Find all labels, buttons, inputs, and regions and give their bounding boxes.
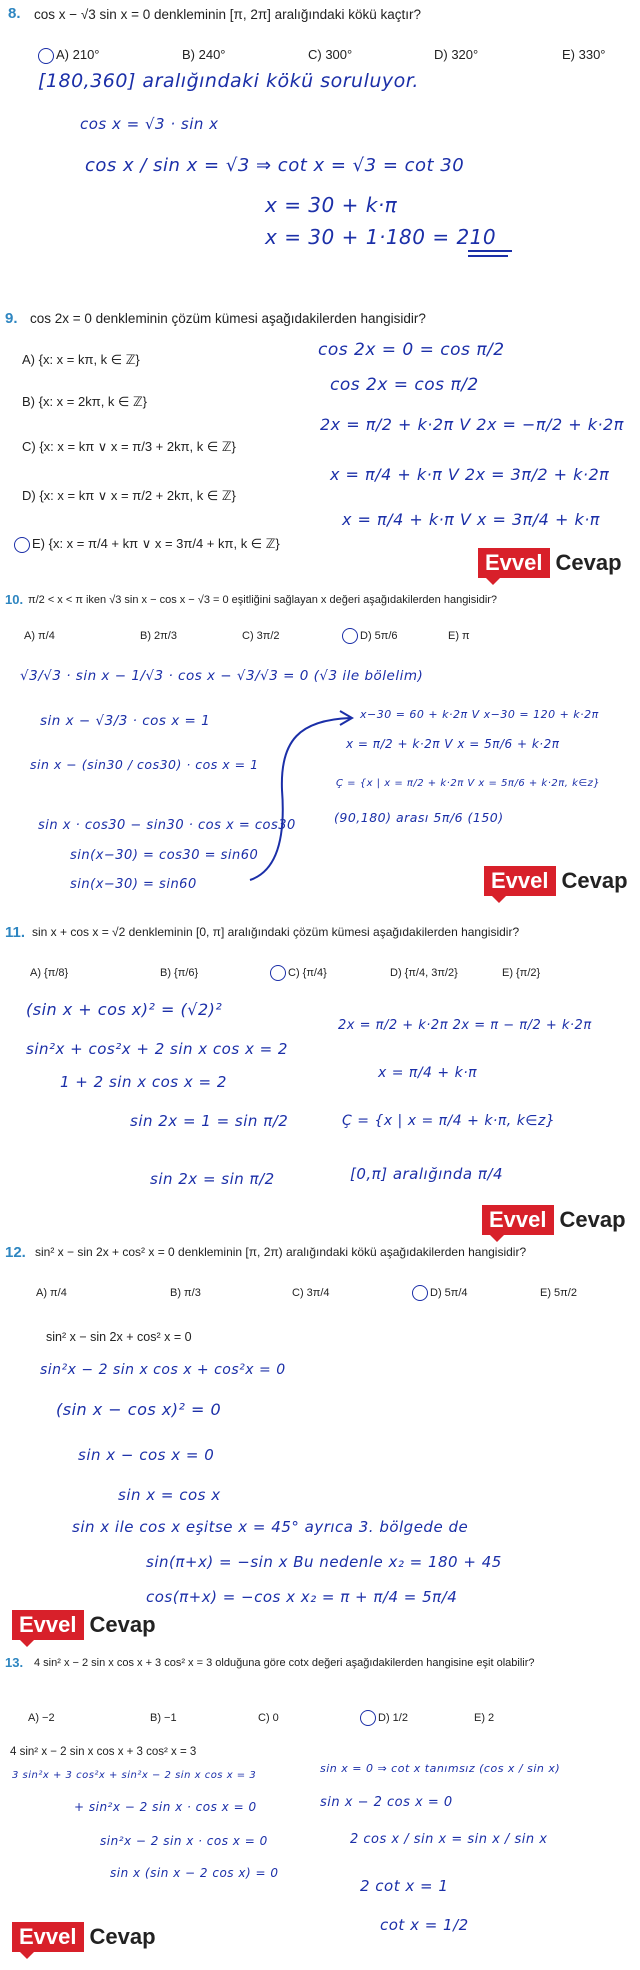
q12-question: sin² x − sin 2x + cos² x = 0 denkleminin [π, 2π) aralığındaki kökü aşağıdakilerden hangisidir? bbox=[35, 1245, 527, 1259]
q8-option-b[interactable]: B) 240° bbox=[182, 47, 226, 62]
q9-question: cos 2x = 0 denkleminin çözüm kümesi aşağıdakilerden hangisidir? bbox=[30, 311, 426, 326]
answer-circle-icon bbox=[38, 48, 54, 64]
q12-hw-line-3: sin x − cos x = 0 bbox=[78, 1446, 215, 1464]
q10-hw-line-7: x−30 = 60 + k·2π V x−30 = 120 + k·2π bbox=[360, 708, 599, 721]
q9-option-a[interactable]: A) {x: x = kπ, k ∈ ℤ} bbox=[22, 352, 140, 367]
q9-hw-line-5: x = π/4 + k·π V x = 3π/4 + k·π bbox=[342, 510, 600, 529]
q11-hw-line-7: x = π/4 + k·π bbox=[378, 1065, 478, 1081]
q8-option-d[interactable]: D) 320° bbox=[434, 47, 479, 62]
q12-option-a[interactable]: A) π/4 bbox=[36, 1287, 67, 1299]
answer-circle-icon bbox=[342, 628, 358, 644]
q9-option-d[interactable]: D) {x: x = kπ ∨ x = π/2 + 2kπ, k ∈ ℤ} bbox=[22, 488, 236, 503]
q10-option-c[interactable]: C) 3π/2 bbox=[242, 630, 280, 642]
evvel-cevap-logo: Evvel Cevap bbox=[12, 1922, 156, 1952]
q8-question: cos x − √3 sin x = 0 denkleminin [π, 2π] aralığındaki kökü kaçtır? bbox=[34, 7, 421, 22]
q11-question: sin x + cos x = √2 denkleminin [0, π] aralığındaki çözüm kümesi aşağıdakilerden hangisidir? bbox=[32, 925, 520, 939]
q13-hw-line-7: 2 cos x / sin x = sin x / sin x bbox=[350, 1832, 548, 1847]
evvel-cevap-logo: Evvel Cevap bbox=[12, 1610, 156, 1640]
q12-option-d[interactable]: D) 5π/4 bbox=[412, 1285, 468, 1301]
q9-option-e[interactable]: E) {x: x = π/4 + kπ ∨ x = 3π/4 + kπ, k ∈ ℤ} bbox=[14, 536, 280, 553]
q8-option-a[interactable]: A) 210° bbox=[38, 47, 100, 64]
q9-hw-line-2: cos 2x = cos π/2 bbox=[330, 375, 479, 395]
answer-circle-icon bbox=[360, 1710, 376, 1726]
q12-option-c[interactable]: C) 3π/4 bbox=[292, 1287, 330, 1299]
q10-option-a[interactable]: A) π/4 bbox=[24, 630, 55, 642]
q8-hw-line-4: x = 30 + k·π bbox=[265, 193, 398, 217]
q11-hw-line-5: sin 2x = sin π/2 bbox=[150, 1170, 275, 1188]
q10-option-e[interactable]: E) π bbox=[448, 630, 470, 642]
q12-option-b[interactable]: B) π/3 bbox=[170, 1287, 201, 1299]
q13-hw-line-9: cot x = 1/2 bbox=[380, 1916, 469, 1934]
q11-hw-line-8: Ç = {x | x = π/4 + k·π, k∈z} bbox=[342, 1113, 556, 1129]
q9-number: 9. bbox=[5, 310, 18, 327]
q11-option-e[interactable]: E) {π/2} bbox=[502, 967, 541, 979]
q13-hw-line-2: + sin²x − 2 sin x · cos x = 0 bbox=[74, 1800, 257, 1814]
q13-hw-line-6: sin x − 2 cos x = 0 bbox=[320, 1795, 453, 1810]
q8-option-c[interactable]: C) 300° bbox=[308, 47, 353, 62]
q10-hw-line-6: sin(x−30) = sin60 bbox=[70, 877, 197, 892]
q13-option-c[interactable]: C) 0 bbox=[258, 1712, 279, 1724]
q12-given-equation: sin² x − sin 2x + cos² x = 0 bbox=[46, 1330, 192, 1344]
evvel-cevap-logo: Evvel Cevap bbox=[478, 548, 622, 578]
q8-answer-underline bbox=[468, 250, 512, 252]
q11-option-b[interactable]: B) {π/6} bbox=[160, 967, 199, 979]
q11-hw-line-2: sin²x + cos²x + 2 sin x cos x = 2 bbox=[26, 1040, 288, 1058]
q11-hw-line-3: 1 + 2 sin x cos x = 2 bbox=[60, 1073, 227, 1091]
q11-option-a[interactable]: A) {π/8} bbox=[30, 967, 69, 979]
q9-option-c[interactable]: C) {x: x = kπ ∨ x = π/3 + 2kπ, k ∈ ℤ} bbox=[22, 439, 236, 454]
q12-hw-line-2: (sin x − cos x)² = 0 bbox=[56, 1400, 222, 1419]
q8-option-e[interactable]: E) 330° bbox=[562, 47, 606, 62]
evvel-cevap-logo: Evvel Cevap bbox=[482, 1205, 626, 1235]
q10-arrow-icon bbox=[240, 700, 370, 890]
q13-question: 4 sin² x − 2 sin x cos x + 3 cos² x = 3 olduğuna göre cotx değeri aşağıdakilerden hangisine eşit olabilir? bbox=[34, 1657, 535, 1669]
q13-hw-line-5: sin x = 0 ⇒ cot x tanımsız (cos x / sin x) bbox=[320, 1762, 561, 1775]
q9-option-b[interactable]: B) {x: x = 2kπ, k ∈ ℤ} bbox=[22, 394, 147, 409]
q8-hw-line-3: cos x / sin x = √3 ⇒ cot x = √3 = cot 30 bbox=[85, 155, 465, 176]
q9-hw-line-4: x = π/4 + k·π V 2x = 3π/2 + k·2π bbox=[330, 465, 610, 484]
q10-hw-line-3: sin x − (sin30 / cos30) · cos x = 1 bbox=[30, 757, 259, 772]
q10-hw-line-9: Ç = {x | x = π/2 + k·2π V x = 5π/6 + k·2π, k∈z} bbox=[336, 778, 601, 789]
q8-hw-line-5: x = 30 + 1·180 = 210 bbox=[265, 225, 497, 249]
q13-given-equation: 4 sin² x − 2 sin x cos x + 3 cos² x = 3 bbox=[10, 1746, 197, 1758]
q12-hw-line-1: sin²x − 2 sin x cos x + cos²x = 0 bbox=[40, 1362, 286, 1378]
q10-option-b[interactable]: B) 2π/3 bbox=[140, 630, 177, 642]
q9-hw-line-3: 2x = π/2 + k·2π V 2x = −π/2 + k·2π bbox=[320, 415, 624, 434]
q13-hw-line-1: 3 sin²x + 3 cos²x + sin²x − 2 sin x cos x = 3 bbox=[12, 1770, 257, 1781]
q10-number: 10. bbox=[5, 592, 24, 607]
q8-hw-line-1: [180,360] aralığındaki kökü soruluyor. bbox=[38, 70, 419, 92]
q11-hw-line-9: [0,π] aralığında π/4 bbox=[350, 1165, 504, 1183]
q12-hw-line-6: sin(π+x) = −sin x Bu nedenle x₂ = 180 + 45 bbox=[146, 1553, 502, 1571]
q10-hw-line-4: sin x · cos30 − sin30 · cos x = cos30 bbox=[38, 818, 296, 833]
evvel-cevap-logo: Evvel Cevap bbox=[484, 866, 628, 896]
q11-hw-line-1: (sin x + cos x)² = (√2)² bbox=[26, 1000, 223, 1019]
q13-hw-line-8: 2 cot x = 1 bbox=[360, 1877, 449, 1895]
q12-number: 12. bbox=[5, 1244, 26, 1261]
q10-hw-line-2: sin x − √3/3 · cos x = 1 bbox=[40, 713, 211, 729]
q11-hw-line-4: sin 2x = 1 = sin π/2 bbox=[130, 1112, 289, 1130]
q13-hw-line-4: sin x (sin x − 2 cos x) = 0 bbox=[110, 1866, 279, 1880]
q13-option-d[interactable]: D) 1/2 bbox=[360, 1710, 408, 1726]
q8-answer-underline-2 bbox=[468, 255, 508, 257]
q9-hw-line-1: cos 2x = 0 = cos π/2 bbox=[318, 340, 505, 360]
q11-option-c[interactable]: C) {π/4} bbox=[270, 965, 327, 981]
q8-number: 8. bbox=[8, 5, 21, 22]
q13-option-a[interactable]: A) −2 bbox=[28, 1712, 55, 1724]
q10-hw-line-10: (90,180) arası 5π/6 (150) bbox=[334, 810, 504, 825]
q13-hw-line-3: sin²x − 2 sin x · cos x = 0 bbox=[100, 1834, 268, 1848]
q10-question: π/2 < x < π iken √3 sin x − cos x − √3 = 0 eşitliğini sağlayan x değeri aşağıdakilerden hangisidir? bbox=[28, 594, 498, 606]
q11-number: 11. bbox=[5, 924, 26, 941]
q12-hw-line-5: sin x ile cos x eşitse x = 45° ayrıca 3. bölgede de bbox=[72, 1518, 469, 1536]
q11-option-d[interactable]: D) {π/4, 3π/2} bbox=[390, 967, 458, 979]
q12-option-e[interactable]: E) 5π/2 bbox=[540, 1287, 577, 1299]
q13-option-b[interactable]: B) −1 bbox=[150, 1712, 177, 1724]
q10-option-d[interactable]: D) 5π/6 bbox=[342, 628, 398, 644]
q10-hw-line-5: sin(x−30) = cos30 = sin60 bbox=[70, 848, 259, 863]
q8-hw-line-2: cos x = √3 · sin x bbox=[80, 115, 219, 133]
q12-hw-line-7: cos(π+x) = −cos x x₂ = π + π/4 = 5π/4 bbox=[146, 1588, 458, 1606]
answer-circle-icon bbox=[14, 537, 30, 553]
q11-hw-line-6: 2x = π/2 + k·2π 2x = π − π/2 + k·2π bbox=[338, 1018, 592, 1033]
q13-number: 13. bbox=[5, 1655, 24, 1670]
q12-hw-line-4: sin x = cos x bbox=[118, 1486, 221, 1504]
q10-hw-line-1: √3/√3 · sin x − 1/√3 · cos x − √3/√3 = 0 (√3 ile bölelim) bbox=[20, 668, 424, 684]
answer-circle-icon bbox=[270, 965, 286, 981]
answer-circle-icon bbox=[412, 1285, 428, 1301]
q13-option-e[interactable]: E) 2 bbox=[474, 1712, 495, 1724]
q10-hw-line-8: x = π/2 + k·2π V x = 5π/6 + k·2π bbox=[346, 737, 560, 751]
